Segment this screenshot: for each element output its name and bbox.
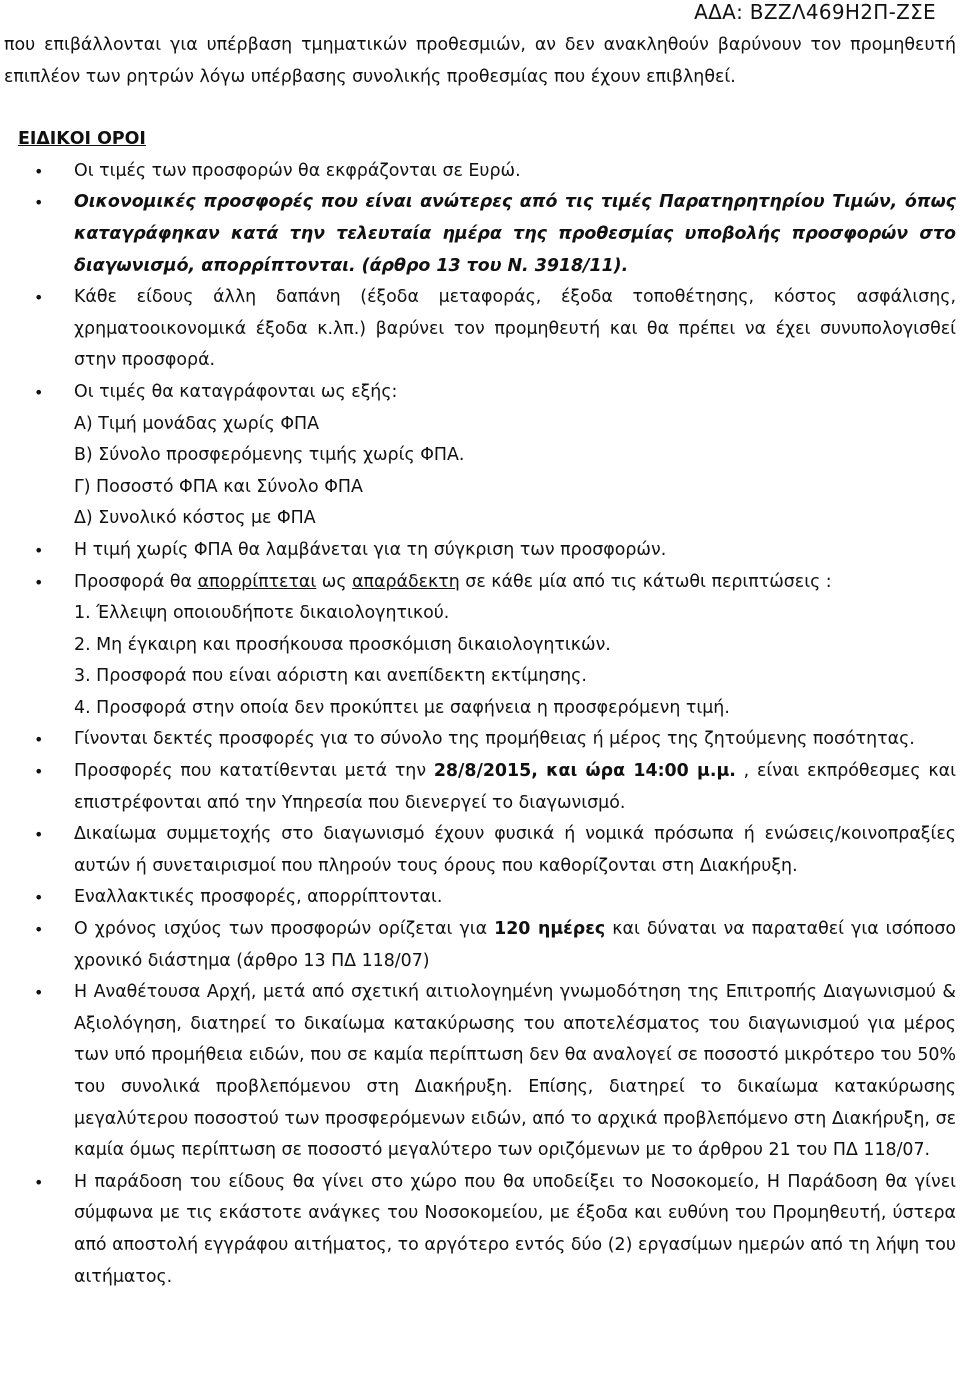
rule-text: Δικαίωμα συμμετοχής στο διαγωνισμό έχουν φυσικά ή νομικά πρόσωπα ή ενώσεις/κοινοπραξίες αυτών ή συνεταιρισμοί που πληρούν τους όρους που καθορίζονται στη Διακήρυξη. (74, 824, 956, 876)
bullet-icon: • (34, 888, 44, 908)
inadmissible-word: απαράδεκτη (352, 571, 460, 592)
rule-text: Η Αναθέτουσα Αρχή, μετά από σχετική αιτιολογημένη γνωμοδότηση της Επιτροπής Διαγωνισμού & Αξιολόγηση, διατηρεί το δικαίωμα κατακύρωσης του αποτελέσματος του διαγωνισμού για μέρος των υπό προμήθεια ειδών, που σε καμία περίπτωση δεν θα αναλογεί σε ποσοστό μικρότερο του 50% του συνολικά προβλεπόμενου στη Διακήρυξη. Επίσης, διατηρεί το δικαίωμα κατακύρωσης μεγαλύτερου ποσοστού των προσφερόμενων ειδών, από το αρχικά προβλεπόμενο στη Διακήρυξη, σε καμία όμως περίπτωση σε ποσοστό μεγαλύτερο των οριζόμενων με το άρθρου 21 του ΠΔ 118/07. (74, 982, 956, 1161)
rule-item (4, 187, 956, 282)
bullet-icon: • (34, 540, 44, 560)
rule-text-mid: ως (316, 571, 353, 592)
rule-item (4, 756, 956, 819)
rule-item (4, 914, 956, 977)
rule-text: Οι τιμές θα καταγράφονται ως εξής: (74, 381, 398, 402)
rule-item (4, 377, 956, 535)
rule-item (4, 977, 956, 1167)
deadline-datetime: 28/8/2015, και ώρα 14:00 μ.μ. (433, 761, 736, 782)
section-title: ΕΙΔΙΚΟΙ ΟΡΟΙ (18, 129, 146, 150)
rule-item (4, 819, 956, 882)
bullet-icon: • (34, 1172, 44, 1192)
bullet-icon: • (34, 730, 44, 750)
intro-paragraph: που επιβάλλονται για υπέρβαση τμηματικών προθεσμιών, αν δεν ανακληθούν βαρύνουν τον προμηθευτή επιπλέον των ρητρών λόγω υπέρβασης συνολικής προθεσμίας που έχουν επιβληθεί. (4, 35, 956, 87)
rule-text: Κάθε είδους άλλη δαπάνη (έξοδα μεταφοράς, έξοδα τοποθέτησης, κόστος ασφάλισης, χρηματοοικονομικά έξοδα κ.λπ.) βαρύνει τον προμηθευτή και θα πρέπει να έχει συνυπολογισθεί στην προσφορά. (74, 287, 956, 371)
rule-text: Εναλλακτικές προσφορές, απορρίπτονται. (74, 887, 443, 908)
document-body (4, 30, 956, 1293)
bullet-icon: • (34, 762, 44, 782)
rule-text-post: , είναι εκπρόθεσμες και επιστρέφονται από την Υπηρεσία που διενεργεί το διαγωνισμό. (74, 761, 957, 813)
rule-text-pre: Ο χρόνος ισχύος των προσφορών ορίζεται για (74, 919, 495, 940)
rule-item (4, 567, 956, 725)
rule-text (74, 756, 956, 819)
rejected-word: απορρίπτεται (197, 571, 317, 592)
rule-text: Η παράδοση του είδους θα γίνει στο χώρο που θα υποδείξει το Νοσοκομείο, Η Παράδοση θα γίνει σύμφωνα με τις εκάστοτε ανάγκες του Νοσοκομείου, με έξοδα και ευθύνη του Προμηθευτή, ύστερα από αποστολή εγγράφου αιτήματος, το αργότερο εντός δύο (2) εργασίμων ημερών από τη λήψη του αιτήματος. (74, 1171, 956, 1287)
rule-item (4, 724, 956, 756)
rule-item (4, 1167, 956, 1293)
price-line-b: Β) Σύνολο προσφερόμενης τιμής χωρίς ΦΠΑ. (74, 445, 465, 466)
bullet-icon: • (34, 288, 44, 308)
price-line-d: Δ) Συνολικό κόστος με ΦΠΑ (74, 508, 316, 529)
price-line-c: Γ) Ποσοστό ΦΠΑ και Σύνολο ΦΠΑ (74, 476, 363, 497)
rule-text-post: και δύναται να παραταθεί για ισόποσο χρονικό διάστημα (άρθρο 13 ΠΔ 118/07) (74, 919, 957, 971)
bullet-icon: • (34, 825, 44, 845)
rule-text (74, 567, 956, 599)
rejection-case-3: 3. Προσφορά που είναι αόριστη και ανεπίδεκτη εκτίμησης. (74, 666, 587, 687)
rule-text-post: σε κάθε μία από τις κάτωθι περιπτώσεις : (459, 571, 832, 592)
rule-text: Οικονομικές προσφορές που είναι ανώτερες από τις τιμές Παρατηρητηρίου Τιμών, όπως καταγράφηκαν κατά την τελευταία ημέρα της προθεσμίας υποβολής προσφορών στο διαγωνισμό, απορρίπτονται. (άρθρο 13 του Ν. 3918/11). (74, 192, 956, 276)
rule-text: Οι τιμές των προσφορών θα εκφράζονται σε Ευρώ. (74, 160, 521, 181)
rejection-case-4: 4. Προσφορά στην οποία δεν προκύπτει με σαφήνεια η προσφερόμενη τιμή. (74, 697, 730, 718)
rejection-case-2: 2. Μη έγκαιρη και προσήκουσα προσκόμιση δικαιολογητικών. (74, 634, 611, 655)
price-line-a: Α) Τιμή μονάδας χωρίς ΦΠΑ (74, 413, 319, 434)
rule-text (74, 914, 956, 977)
rule-item (4, 535, 956, 567)
rule-text: Γίνονται δεκτές προσφορές για το σύνολο της προμήθειας ή μέρος της ζητούμενης ποσότητας. (74, 729, 915, 750)
bullet-icon: • (34, 983, 44, 1003)
rules-list (4, 156, 956, 1293)
bullet-icon: • (34, 572, 44, 592)
rule-text-pre: Προσφορά θα (74, 571, 198, 592)
rule-text: Η τιμή χωρίς ΦΠΑ θα λαμβάνεται για τη σύγκριση των προσφορών. (74, 539, 667, 560)
bullet-icon: • (34, 382, 44, 402)
bullet-icon: • (34, 920, 44, 940)
ada-code-header: ΑΔΑ: ΒΖΖΛ469Η2Π-ΖΣΕ (694, 0, 936, 24)
rule-item (4, 156, 956, 188)
rejection-case-1: 1. Έλλειψη οποιουδήποτε δικαιολογητικού. (74, 603, 450, 624)
bullet-icon: • (34, 161, 44, 181)
rule-item (4, 282, 956, 377)
validity-period: 120 ημέρες (494, 919, 606, 940)
bullet-icon: • (34, 193, 44, 213)
rule-item (4, 882, 956, 914)
rule-text-pre: Προσφορές που κατατίθενται μετά την (74, 761, 434, 782)
